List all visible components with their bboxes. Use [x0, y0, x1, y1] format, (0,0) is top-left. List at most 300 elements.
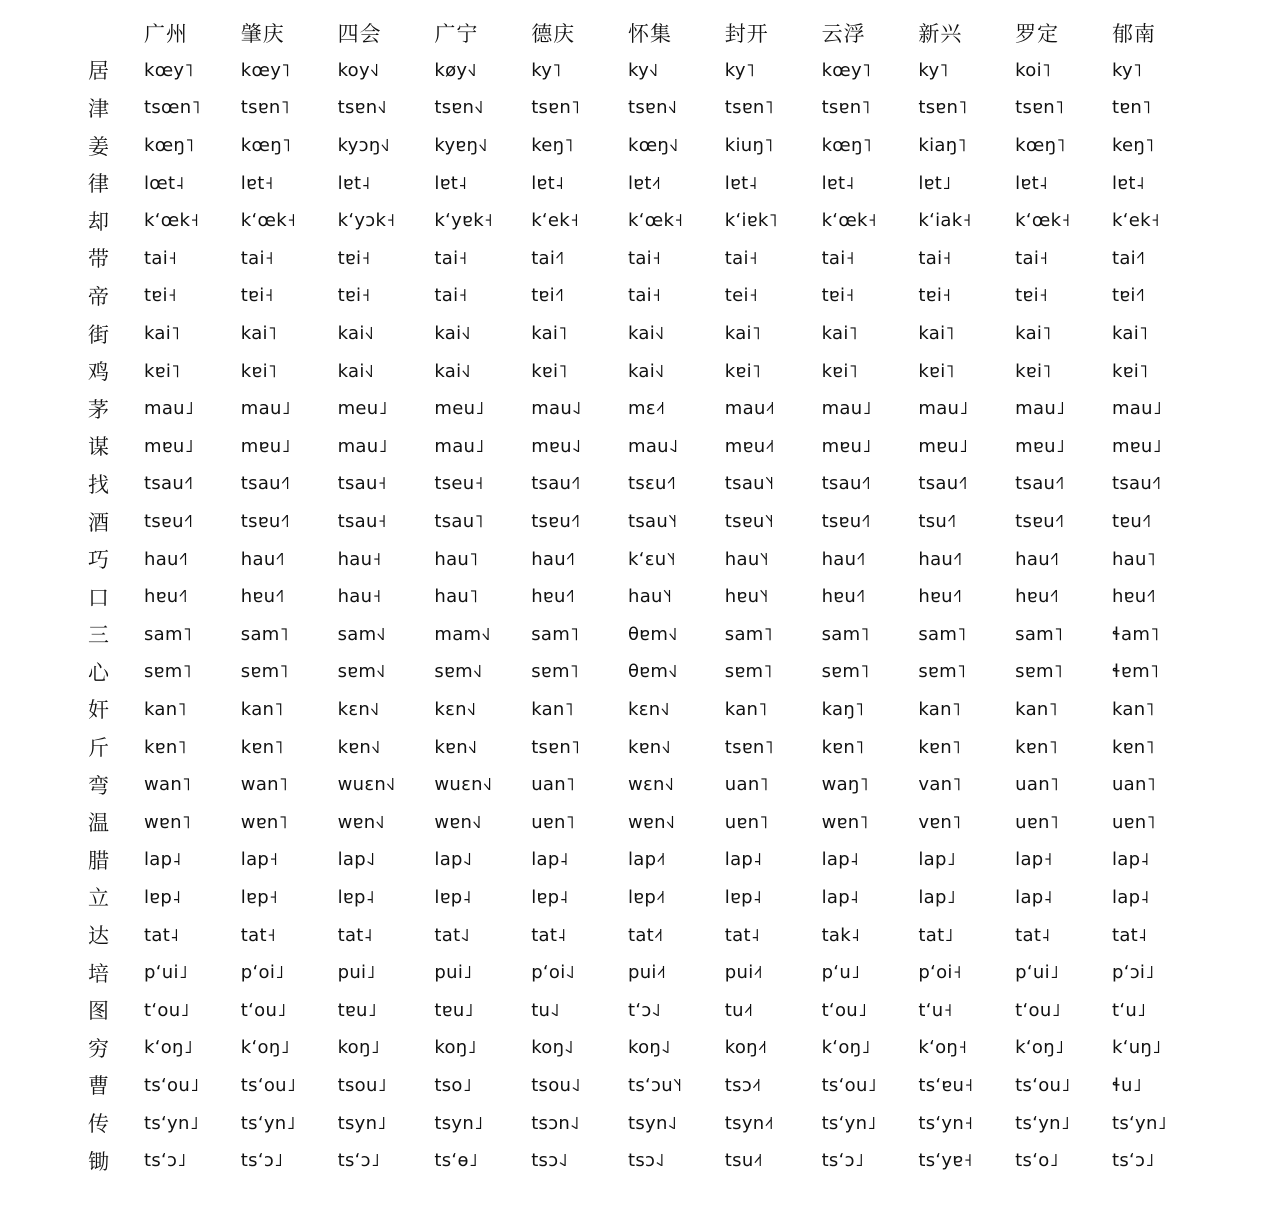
row-character: 三	[88, 623, 109, 648]
place-header: 怀集	[627, 21, 672, 46]
pronunciation-cell: tu˨˦	[724, 999, 754, 1021]
pronunciation-cell: tat˨˩	[434, 924, 470, 946]
pronunciation-cell: sam˧˩	[337, 623, 386, 645]
pronunciation-cell: tɐi˧	[1015, 285, 1049, 307]
pronunciation-cell: tat˧	[240, 924, 277, 946]
pronunciation-cell: tat˩	[918, 924, 954, 946]
pronunciation-cell: hau˧˥	[240, 548, 286, 570]
pronunciation-cell: lap˧	[1015, 849, 1053, 871]
pronunciation-cell: ts‘ou˩	[821, 1074, 877, 1096]
row-character: 穷	[88, 1036, 109, 1061]
pronunciation-cell: tsyn˩	[434, 1112, 484, 1134]
pronunciation-cell: kan˥	[724, 698, 768, 720]
place-header: 广宁	[434, 21, 479, 46]
pronunciation-cell: uɐn˥	[724, 811, 769, 833]
table-row	[88, 465, 1209, 503]
pronunciation-cell: hɐu˧˥	[1015, 586, 1060, 608]
pronunciation-cell: ɬam˥	[1111, 623, 1160, 645]
table-row	[88, 728, 1209, 766]
pronunciation-cell: sam˥	[724, 623, 773, 645]
pronunciation-cell: kɐn˥	[1015, 736, 1058, 758]
pronunciation-cell: k‘iak˧	[918, 210, 972, 232]
pronunciation-cell: kɐn˥	[1111, 736, 1155, 758]
pronunciation-cell: pui˩	[337, 962, 376, 984]
pronunciation-cell: kiaŋ˥	[918, 135, 967, 157]
pronunciation-cell: mau˩	[821, 398, 872, 420]
pronunciation-cell: tai˧	[434, 285, 468, 307]
pronunciation-cell: kai˥	[1111, 323, 1149, 345]
table-body	[88, 52, 1209, 1180]
pronunciation-cell: mam˧˩	[434, 623, 491, 645]
pronunciation-cell: tsyn˨˩	[627, 1112, 678, 1134]
place-header: 罗定	[1015, 21, 1060, 46]
pronunciation-cell: kai˥	[918, 323, 955, 345]
pronunciation-cell: tsou˩	[337, 1074, 387, 1096]
pronunciation-cell: kai˥	[821, 323, 858, 345]
pronunciation-cell: tat˨	[724, 924, 761, 946]
pronunciation-cell: lɐp˨	[531, 886, 569, 908]
pronunciation-cell: tɐi˧	[337, 247, 371, 269]
pronunciation-cell: kœŋ˧˩	[627, 135, 679, 157]
pronunciation-cell: lɐt˨	[1015, 172, 1049, 194]
pronunciation-cell: koŋ˨˦	[724, 1037, 768, 1059]
pronunciation-cell: tat˨	[1015, 924, 1051, 946]
row-character: 律	[88, 172, 109, 197]
table-row	[88, 1029, 1209, 1067]
pronunciation-cell: mau˨˩	[627, 435, 679, 457]
pronunciation-cell: lap˨	[724, 849, 763, 871]
pronunciation-cell: wɐn˥	[144, 811, 192, 833]
pronunciation-cell: tɐi˧	[918, 285, 952, 307]
pronunciation-cell: mau˩	[1111, 398, 1163, 420]
pronunciation-cell: tsau˧˥	[1111, 473, 1162, 495]
pronunciation-cell: ts‘o˩	[1015, 1150, 1059, 1172]
pronunciation-cell: wɐn˥	[821, 811, 869, 833]
place-header: 德庆	[531, 21, 576, 46]
pronunciation-cell: kai˥	[144, 323, 181, 345]
pronunciation-cell: kɐn˥	[821, 736, 865, 758]
pronunciation-cell: hau˥˧	[627, 586, 673, 608]
row-character: 弯	[88, 773, 109, 798]
pronunciation-cell: tsɐn˥	[1015, 97, 1065, 119]
table-row	[88, 390, 1209, 428]
pronunciation-cell: wɐn˧˩	[627, 811, 676, 833]
row-character: 酒	[88, 510, 109, 535]
pronunciation-cell: tsɐu˧˥	[531, 511, 581, 533]
corner-cell	[88, 14, 144, 52]
pronunciation-cell: lap˨	[1111, 886, 1150, 908]
pronunciation-cell: ts‘ou˩	[240, 1074, 297, 1096]
row-character: 口	[88, 585, 109, 610]
pronunciation-cell: lap˨	[144, 849, 182, 871]
pronunciation-cell: lɐp˧	[240, 886, 279, 908]
pronunciation-cell: pui˨˦	[724, 962, 763, 984]
pronunciation-cell: tsɐn˧˩	[627, 97, 678, 119]
pronunciation-cell: kœŋ˥	[240, 135, 292, 157]
pronunciation-cell: køy˧˩	[434, 59, 477, 81]
row-character: 帝	[88, 284, 109, 309]
pronunciation-cell: lɐp˨˦	[627, 886, 666, 908]
pronunciation-cell: lɐt˧	[240, 172, 274, 194]
pronunciation-cell: tɐi˧˥	[531, 285, 565, 307]
pronunciation-cell: lap˨˩	[434, 849, 473, 871]
table-row	[88, 766, 1209, 804]
pronunciation-cell: k‘uŋ˩	[1111, 1037, 1162, 1059]
pronunciation-cell: wɛn˧˩	[627, 774, 675, 796]
pronunciation-cell: tsɐn˥	[821, 97, 871, 119]
pronunciation-cell: tai˧	[144, 247, 178, 269]
pronunciation-cell: lɐt˩	[918, 172, 952, 194]
pronunciation-cell: lɐt˨	[434, 172, 468, 194]
pronunciation-cell: tsɐu˧˥	[144, 511, 194, 533]
pronunciation-cell: k‘ɛu˥˧	[627, 548, 676, 570]
row-character: 茅	[88, 397, 109, 422]
pronunciation-cell: tɐu˧˥	[1111, 511, 1152, 533]
pronunciation-cell: meu˩	[434, 398, 485, 420]
pronunciation-cell: ts‘yn˩	[1015, 1112, 1071, 1134]
pronunciation-cell: tat˨	[144, 924, 180, 946]
pronunciation-cell: ts‘yn˩	[240, 1112, 296, 1134]
pronunciation-cell: tɐi˧	[240, 285, 274, 307]
pronunciation-cell: kyɐŋ˧˩	[434, 135, 488, 157]
pronunciation-cell: k‘œk˧	[144, 210, 200, 232]
pronunciation-cell: tsɛu˧˥	[627, 473, 677, 495]
pronunciation-cell: hɐu˧˥	[240, 586, 285, 608]
pronunciation-cell: lɐt˨	[724, 172, 758, 194]
table-row	[88, 428, 1209, 466]
table-row	[88, 803, 1209, 841]
pronunciation-cell: tsɐn˥	[531, 97, 581, 119]
row-character: 津	[88, 96, 109, 121]
pronunciation-cell: sɐm˧˩	[337, 661, 386, 683]
pronunciation-cell: tsɐu˥˧	[724, 511, 775, 533]
pronunciation-cell: kɐi˥	[240, 360, 278, 382]
pronunciation-cell: kɐn˥	[144, 736, 187, 758]
place-header: 四会	[337, 21, 382, 46]
pronunciation-cell: kɐn˥	[918, 736, 962, 758]
pronunciation-cell: kœy˥	[144, 59, 194, 81]
row-character: 达	[88, 924, 109, 949]
pronunciation-cell: θɐm˧˩	[627, 623, 678, 645]
pronunciation-cell: kan˥	[1111, 698, 1155, 720]
pronunciation-cell: kai˧˩	[337, 360, 375, 382]
pronunciation-cell: hau˥	[1111, 548, 1156, 570]
pronunciation-cell: uan˥	[531, 774, 576, 796]
pronunciation-cell: hɐu˧˥	[144, 586, 188, 608]
pronunciation-cell: wan˥	[240, 774, 289, 796]
pronunciation-cell: sɐm˥	[531, 661, 579, 683]
table-row	[88, 841, 1209, 879]
row-character: 腊	[88, 848, 109, 873]
pronunciation-cell: p‘ui˩	[144, 962, 188, 984]
pronunciation-cell: sɐm˥	[1015, 661, 1063, 683]
pronunciation-cell: ts‘yn˩	[1111, 1112, 1167, 1134]
pronunciation-cell: sam˥	[531, 623, 580, 645]
pronunciation-cell: sam˥	[918, 623, 967, 645]
pronunciation-cell: kan˥	[531, 698, 574, 720]
pronunciation-cell: tsau˧˥	[240, 473, 291, 495]
pronunciation-cell: tsɐu˧˥	[821, 511, 871, 533]
pronunciation-cell: kai˧˩	[337, 323, 375, 345]
pronunciation-cell: p‘oi˩	[240, 962, 285, 984]
pronunciation-cell: tai˧	[821, 247, 855, 269]
pronunciation-cell: mɐu˩	[1111, 435, 1162, 457]
pronunciation-cell: kɛn˧˩	[627, 698, 670, 720]
pronunciation-cell: mau˩	[337, 435, 388, 457]
row-character: 立	[88, 886, 109, 911]
pronunciation-cell: tsau˧	[337, 473, 387, 495]
row-character: 图	[88, 999, 109, 1024]
pronunciation-cell: sam˥	[240, 623, 289, 645]
pronunciation-cell: hɐu˥˧	[724, 586, 769, 608]
row-character: 斤	[88, 736, 109, 761]
table-row	[88, 127, 1209, 165]
pronunciation-cell: tsau˧	[337, 511, 387, 533]
pronunciation-cell: ts‘ɔ˩	[821, 1150, 864, 1172]
row-character: 锄	[88, 1149, 109, 1174]
table-row	[88, 616, 1209, 654]
pronunciation-cell: uan˥	[1111, 774, 1156, 796]
pronunciation-cell: mau˩	[240, 398, 291, 420]
pronunciation-cell: lɐp˨	[337, 886, 375, 908]
pronunciation-cell: mɐu˩	[144, 435, 194, 457]
pronunciation-cell: mɐu˩	[1015, 435, 1065, 457]
pronunciation-cell: tsyn˩	[337, 1112, 387, 1134]
pronunciation-cell: lɐp˨	[434, 886, 472, 908]
pronunciation-cell: tsou˨˩	[531, 1074, 581, 1096]
pronunciation-cell: kɛn˧˩	[337, 698, 380, 720]
pronunciation-cell: tai˧	[627, 247, 662, 269]
pronunciation-cell: t‘ɔ˨˩	[627, 999, 662, 1021]
table-row	[88, 879, 1209, 917]
pronunciation-cell: sɐm˥	[144, 661, 192, 683]
pronunciation-cell: k‘oŋ˩	[144, 1037, 193, 1059]
pronunciation-cell: uɐn˥	[1111, 811, 1156, 833]
pronunciation-cell: kɐn˧˩	[434, 736, 478, 758]
pronunciation-cell: tai˧	[724, 247, 758, 269]
pronunciation-cell: k‘oŋ˧	[918, 1037, 968, 1059]
pronunciation-cell: lɐt˨	[821, 172, 855, 194]
pronunciation-cell: p‘oi˨˩	[531, 962, 576, 984]
pronunciation-cell: tɐi˧	[337, 285, 371, 307]
pronunciation-cell: kœŋ˥	[1015, 135, 1066, 157]
pronunciation-cell: k‘œk˧	[627, 210, 684, 232]
pronunciation-cell: t‘ou˩	[144, 999, 190, 1021]
pronunciation-cell: kai˧˩	[627, 323, 665, 345]
pronunciation-cell: lɐp˨	[144, 886, 182, 908]
pronunciation-cell: hau˥	[434, 548, 479, 570]
pronunciation-cell: koy˧˩	[337, 59, 380, 81]
pronunciation-cell: θɐm˧˩	[627, 661, 678, 683]
pronunciation-cell: hau˧˥	[1015, 548, 1060, 570]
pronunciation-cell: k‘œk˧	[821, 210, 877, 232]
pronunciation-cell: wɐn˧˩	[434, 811, 482, 833]
table-row	[88, 277, 1209, 315]
pronunciation-cell: kɐi˥	[724, 360, 762, 382]
pronunciation-cell: mau˩	[918, 398, 969, 420]
pronunciation-cell: t‘u˧	[918, 999, 953, 1021]
pronunciation-cell: ts‘ɔ˩	[144, 1150, 187, 1172]
pronunciation-cell: tat˨	[1111, 924, 1148, 946]
pronunciation-cell: hɐu˧˥	[821, 586, 866, 608]
pronunciation-cell: ts‘ɔ˩	[337, 1150, 381, 1172]
table-row	[88, 164, 1209, 202]
pronunciation-cell: lɐt˨˦	[627, 172, 662, 194]
pronunciation-cell: kai˧˩	[434, 360, 471, 382]
pronunciation-cell: kɐi˥	[1015, 360, 1052, 382]
pronunciation-cell: k‘iɐk˥	[724, 210, 778, 232]
pronunciation-cell: tai˧	[918, 247, 952, 269]
pronunciation-cell: lap˨	[1015, 886, 1053, 908]
pronunciation-cell: ts‘ou˩	[1015, 1074, 1071, 1096]
pronunciation-cell: ts‘yn˧	[918, 1112, 974, 1134]
pronunciation-cell: lap˩	[918, 849, 956, 871]
pronunciation-cell: pui˨˦	[627, 962, 667, 984]
row-character: 街	[88, 322, 109, 347]
pronunciation-cell: tsyn˨˦	[724, 1112, 774, 1134]
pronunciation-cell: tsau˧˥	[918, 473, 968, 495]
pronunciation-cell: tat˨˦	[627, 924, 664, 946]
pronunciation-cell: ɬu˩	[1111, 1074, 1142, 1096]
pronunciation-cell: wɐn˥	[240, 811, 288, 833]
pronunciation-cell: kai˥	[724, 323, 761, 345]
pronunciation-cell: k‘ek˧	[1111, 210, 1160, 232]
pronunciation-cell: tai˧	[1015, 247, 1049, 269]
pronunciation-cell: kan˥	[918, 698, 961, 720]
row-character: 曹	[88, 1074, 109, 1099]
table-row	[88, 240, 1209, 278]
pronunciation-cell: koŋ˩	[337, 1037, 380, 1059]
pronunciation-cell: p‘oi˧	[918, 962, 962, 984]
pronunciation-cell: mɐu˩	[821, 435, 872, 457]
pronunciation-cell: kœy˥	[821, 59, 872, 81]
pronunciation-cell: tɐu˩	[337, 999, 377, 1021]
pronunciation-cell: uan˥	[724, 774, 769, 796]
row-character: 心	[88, 660, 109, 685]
table-row	[88, 89, 1209, 127]
pronunciation-cell: wan˥	[144, 774, 192, 796]
pronunciation-cell: keŋ˥	[531, 135, 574, 157]
pronunciation-cell: kɐi˥	[1111, 360, 1149, 382]
pronunciation-cell: hau˧˥	[821, 548, 866, 570]
pronunciation-cell: sɐm˥	[724, 661, 773, 683]
table-row	[88, 691, 1209, 729]
table-row	[88, 578, 1209, 616]
pronunciation-cell: hau˧	[337, 548, 382, 570]
pronunciation-cell: k‘oŋ˩	[1015, 1037, 1065, 1059]
pronunciation-cell: kɐn˧˩	[337, 736, 381, 758]
pronunciation-cell: kɐn˧˩	[627, 736, 671, 758]
pronunciation-cell: sam˥	[821, 623, 870, 645]
pronunciation-cell: tai˧˥	[1111, 247, 1146, 269]
pronunciation-cell: ts‘yn˩	[144, 1112, 199, 1134]
pronunciation-cell: tɐu˩	[434, 999, 474, 1021]
pronunciation-cell: tai˧	[240, 247, 274, 269]
table-row	[88, 954, 1209, 992]
pronunciation-cell: tsɐu˧˥	[1015, 511, 1065, 533]
pronunciation-cell: tai˧	[434, 247, 468, 269]
dialect-comparison-table	[88, 14, 1209, 1179]
pronunciation-cell: kœŋ˥	[144, 135, 195, 157]
place-header: 肇庆	[240, 21, 285, 46]
pronunciation-cell: van˥	[918, 774, 962, 796]
pronunciation-cell: tsɐn˥	[240, 97, 290, 119]
table-row	[88, 653, 1209, 691]
pronunciation-cell: uan˥	[1015, 774, 1060, 796]
pronunciation-cell: lap˩	[918, 886, 956, 908]
row-character: 奸	[88, 698, 109, 723]
pronunciation-cell: kɐi˥	[144, 360, 181, 382]
row-character: 传	[88, 1112, 109, 1137]
pronunciation-cell: tei˧	[724, 285, 758, 307]
pronunciation-cell: lap˨˦	[627, 849, 666, 871]
row-character: 姜	[88, 134, 109, 159]
pronunciation-cell: mɐu˨˩	[531, 435, 582, 457]
pronunciation-cell: ky˥	[724, 59, 755, 81]
pronunciation-cell: uɐn˥	[1015, 811, 1059, 833]
pronunciation-cell: kan˥	[144, 698, 187, 720]
pronunciation-cell: kɛn˧˩	[434, 698, 477, 720]
pronunciation-cell: mau˨˩	[531, 398, 582, 420]
pronunciation-cell: tso˩	[434, 1074, 472, 1096]
pronunciation-cell: p‘ɔi˩	[1111, 962, 1155, 984]
pronunciation-cell: p‘u˩	[821, 962, 861, 984]
pronunciation-cell: sam˥	[144, 623, 193, 645]
pronunciation-cell: tsau˥˧	[724, 473, 775, 495]
pronunciation-cell: hɐu˧˥	[918, 586, 963, 608]
place-header: 云浮	[821, 21, 866, 46]
pronunciation-cell: k‘yɐk˧	[434, 210, 494, 232]
place-header: 新兴	[918, 21, 963, 46]
pronunciation-cell: k‘ek˧	[531, 210, 580, 232]
row-character: 巧	[88, 548, 109, 573]
pronunciation-cell: p‘ui˩	[1015, 962, 1060, 984]
table-row	[88, 352, 1209, 390]
pronunciation-cell: kœy˥	[240, 59, 291, 81]
pronunciation-cell: t‘ou˩	[821, 999, 868, 1021]
row-character: 温	[88, 811, 109, 836]
pronunciation-cell: mau˩	[434, 435, 485, 457]
pronunciation-cell: tsœn˥	[144, 97, 201, 119]
pronunciation-cell: tsɔ˨˦	[724, 1074, 762, 1096]
place-header: 封开	[724, 21, 769, 46]
pronunciation-cell: kai˥	[240, 323, 278, 345]
pronunciation-cell: wuɛn˧˩	[434, 774, 493, 796]
table-row	[88, 315, 1209, 353]
pronunciation-cell: tsɔ˨˩	[531, 1150, 568, 1172]
pronunciation-cell: tɐn˥	[1111, 97, 1152, 119]
pronunciation-cell: meu˩	[337, 398, 388, 420]
place-header: 广州	[144, 21, 188, 46]
pronunciation-cell: kɐi˥	[821, 360, 858, 382]
pronunciation-cell: hɐu˧˥	[1111, 586, 1156, 608]
pronunciation-cell: tsɐn˥	[724, 736, 774, 758]
pronunciation-cell: lap˨	[821, 849, 860, 871]
pronunciation-cell: tsɐu˧˥	[240, 511, 291, 533]
pronunciation-cell: sɐm˥	[821, 661, 870, 683]
pronunciation-cell: tɐi˧	[821, 285, 855, 307]
pronunciation-cell: tsau˥	[434, 511, 484, 533]
pronunciation-cell: kiuŋ˥	[724, 135, 774, 157]
table-row	[88, 916, 1209, 954]
pronunciation-cell: ɬɐm˥	[1111, 661, 1160, 683]
pronunciation-cell: kɐi˥	[918, 360, 955, 382]
pronunciation-cell: tsɐn˧˩	[434, 97, 484, 119]
table-row	[88, 503, 1209, 541]
pronunciation-cell: uɐn˥	[531, 811, 575, 833]
pronunciation-cell: lap˨	[821, 886, 860, 908]
pronunciation-cell: sɐm˥	[240, 661, 289, 683]
